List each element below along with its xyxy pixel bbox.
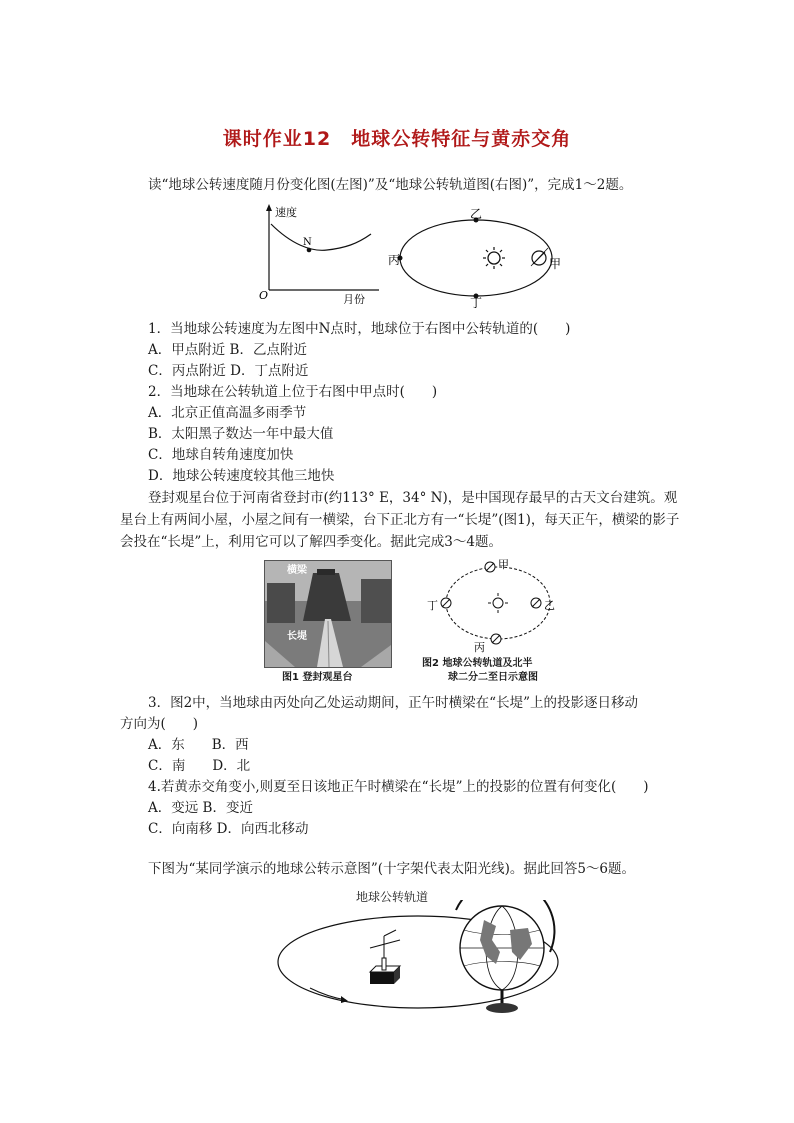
- q1-options-ab: A．甲点附近 B．乙点附近: [148, 342, 307, 358]
- svg-text:甲: 甲: [549, 257, 562, 271]
- q2-stem: 2．当地球在公转轨道上位于右图中甲点时( ): [148, 384, 438, 400]
- svg-text:丁: 丁: [470, 296, 483, 308]
- figure-1-caption: 图1 登封观星台: [282, 672, 353, 683]
- observatory-photo: [264, 560, 392, 668]
- globe-icon: [456, 900, 554, 1013]
- origin-label: O: [259, 289, 269, 302]
- q3-options-ab: A．东 B．西: [148, 737, 249, 753]
- xlabel: 月份: [343, 293, 365, 304]
- q3-options-cd: C．南 D．北: [148, 758, 251, 774]
- photo-label-dike: 长堤: [287, 631, 307, 642]
- svg-text:乙: 乙: [470, 208, 483, 221]
- intro-5-6: 下图为“某同学演示的地球公转示意图”(十字架代表太阳光线)。据此回答5～6题。: [148, 861, 636, 877]
- q2-option-c: C．地球自转角速度加快: [148, 447, 294, 463]
- intro-1-2: 读“地球公转速度随月份变化图(左图)”及“地球公转轨道图(右图)”，完成1～2题。: [148, 177, 633, 193]
- orbit-label: 地球公转轨道: [356, 890, 429, 904]
- q3-stem-2: 方向为( ): [120, 716, 199, 732]
- svg-text:乙: 乙: [544, 599, 555, 612]
- q2-option-a: A．北京正值高温多雨季节: [148, 405, 307, 421]
- intro-3-4: 登封观星台位于河南省登封市(约113° E，34° N)，是中国现存最早的古天文台建筑。观星台上有两间小屋，小屋之间有一横梁，台下正北方有一“长堤”(图1)，每天正午，横梁的影子会投在“长堤”上，利用它可以了解四季变化。据此完成3～4题。: [120, 490, 680, 550]
- q4-options-cd: C．向南移 D．向西北移动: [148, 821, 309, 837]
- speed-month-chart: [255, 200, 385, 304]
- orbit-diagram-2: [418, 555, 568, 655]
- sun-icon: [483, 247, 505, 269]
- ylabel: 速度: [275, 206, 297, 219]
- svg-text:丙: 丙: [388, 253, 401, 267]
- revolution-demo-diagram: [270, 900, 560, 1020]
- svg-text:丙: 丙: [474, 641, 485, 654]
- svg-text:丁: 丁: [427, 599, 438, 612]
- point-n: [307, 248, 312, 253]
- photo-label-beam: 横梁: [287, 565, 307, 576]
- q4-options-ab: A．变远 B．变近: [148, 800, 253, 816]
- figure-2-caption-1: 图2 地球公转轨道及北半: [422, 658, 533, 669]
- earth-icon: [531, 248, 548, 266]
- orbit-diagram-1: [388, 208, 568, 308]
- figure-2-caption-2: 球二分二至日示意图: [448, 672, 538, 683]
- svg-text:甲: 甲: [498, 558, 509, 571]
- sunlight-cross-icon: [370, 930, 400, 984]
- page-title: 课时作业12 地球公转特征与黄赤交角: [222, 128, 572, 150]
- q1-options-cd: C．丙点附近 D．丁点附近: [148, 363, 309, 379]
- q2-option-b: B．太阳黑子数达一年中最大值: [148, 426, 334, 442]
- q4-stem: 4.若黄赤交角变小,则夏至日该地正午时横梁在“长堤”上的投影的位置有何变化( ): [148, 779, 649, 795]
- q1-stem: 1．当地球公转速度为左图中N点时，地球位于右图中公转轨道的( ): [148, 321, 571, 337]
- q2-option-d: D．地球公转速度较其他三地快: [148, 468, 335, 484]
- sun-icon: [488, 593, 508, 613]
- q3-stem-1: 3．图2中，当地球由丙处向乙处运动期间，正午时横梁在“长堤”上的投影逐日移动: [148, 695, 638, 711]
- point-n-label: N: [303, 237, 312, 248]
